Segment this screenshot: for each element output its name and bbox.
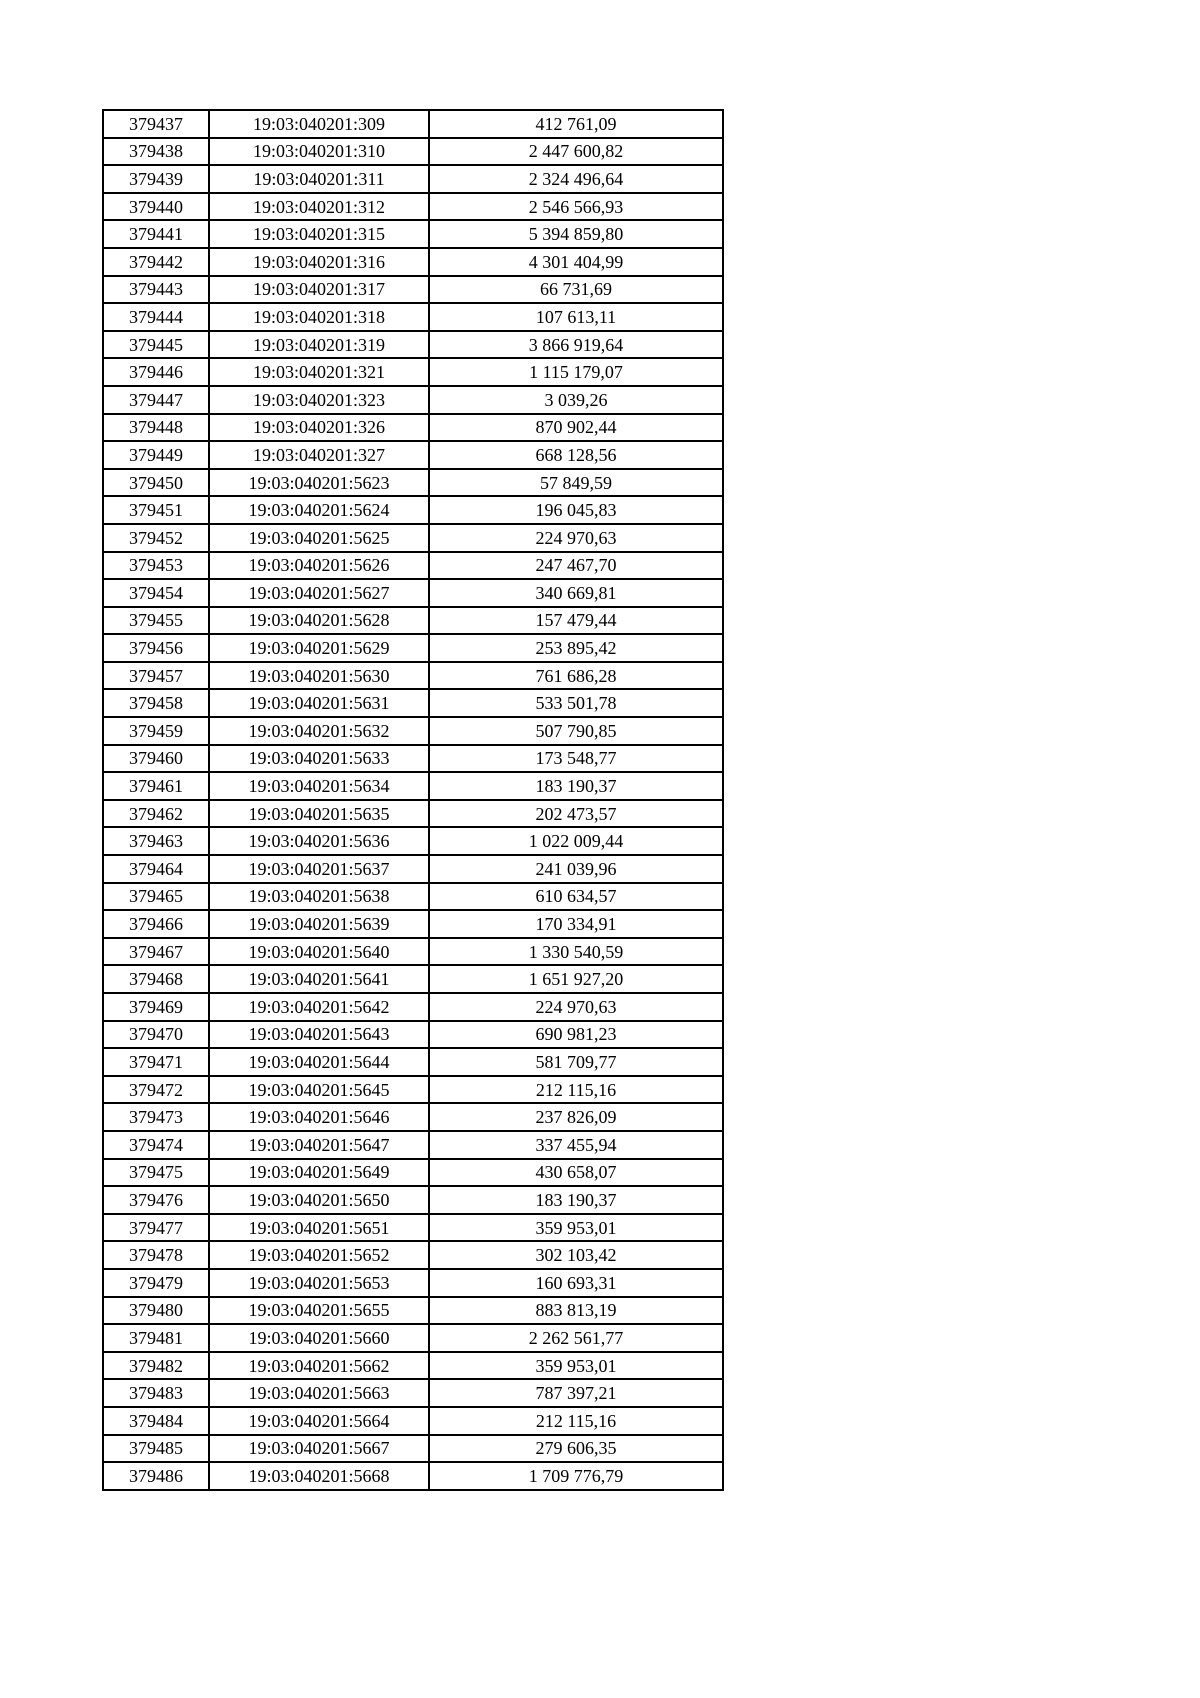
value-cell: 1 330 540,59 (429, 938, 723, 966)
table-row (103, 827, 723, 855)
value-cell: 340 669,81 (429, 579, 723, 607)
table-row (103, 745, 723, 773)
row-number-cell: 379453 (103, 552, 209, 580)
value-cell: 237 826,09 (429, 1103, 723, 1131)
table-row (103, 552, 723, 580)
row-number-cell: 379468 (103, 965, 209, 993)
table-row (103, 1462, 723, 1490)
row-number-cell: 379446 (103, 358, 209, 386)
cadastral-number-cell: 19:03:040201:5626 (209, 552, 429, 580)
row-number-cell: 379478 (103, 1241, 209, 1269)
table-row (103, 910, 723, 938)
cadastral-number-cell: 19:03:040201:5637 (209, 855, 429, 883)
value-cell: 183 190,37 (429, 1186, 723, 1214)
row-number-cell: 379469 (103, 993, 209, 1021)
cadastral-number-cell: 19:03:040201:5664 (209, 1407, 429, 1435)
row-number-cell: 379461 (103, 772, 209, 800)
row-number-cell: 379477 (103, 1214, 209, 1242)
value-cell: 610 634,57 (429, 883, 723, 911)
row-number-cell: 379457 (103, 662, 209, 690)
value-cell: 2 546 566,93 (429, 193, 723, 221)
table-row (103, 469, 723, 497)
row-number-cell: 379443 (103, 276, 209, 304)
value-cell: 212 115,16 (429, 1407, 723, 1435)
cadastral-number-cell: 19:03:040201:5629 (209, 634, 429, 662)
row-number-cell: 379484 (103, 1407, 209, 1435)
table-row (103, 800, 723, 828)
table-row (103, 965, 723, 993)
table-row (103, 717, 723, 745)
row-number-cell: 379467 (103, 938, 209, 966)
cadastral-number-cell: 19:03:040201:5632 (209, 717, 429, 745)
table-row (103, 165, 723, 193)
cadastral-number-cell: 19:03:040201:317 (209, 276, 429, 304)
table-row (103, 220, 723, 248)
table-row (103, 303, 723, 331)
value-cell: 359 953,01 (429, 1352, 723, 1380)
table-row (103, 772, 723, 800)
row-number-cell: 379486 (103, 1462, 209, 1490)
cadastral-number-cell: 19:03:040201:5638 (209, 883, 429, 911)
value-cell: 160 693,31 (429, 1269, 723, 1297)
row-number-cell: 379482 (103, 1352, 209, 1380)
table-row (103, 883, 723, 911)
cadastral-number-cell: 19:03:040201:5623 (209, 469, 429, 497)
cadastral-number-cell: 19:03:040201:5639 (209, 910, 429, 938)
cadastral-number-cell: 19:03:040201:5624 (209, 496, 429, 524)
row-number-cell: 379444 (103, 303, 209, 331)
table-row (103, 1379, 723, 1407)
value-cell: 57 849,59 (429, 469, 723, 497)
cadastral-number-cell: 19:03:040201:5655 (209, 1297, 429, 1325)
value-cell: 761 686,28 (429, 662, 723, 690)
table-row (103, 1021, 723, 1049)
table-row (103, 193, 723, 221)
cadastral-number-cell: 19:03:040201:5640 (209, 938, 429, 966)
cadastral-number-cell: 19:03:040201:323 (209, 386, 429, 414)
cadastral-number-cell: 19:03:040201:327 (209, 441, 429, 469)
cadastral-number-cell: 19:03:040201:5625 (209, 524, 429, 552)
value-cell: 430 658,07 (429, 1159, 723, 1187)
table-row (103, 938, 723, 966)
cadastral-number-cell: 19:03:040201:5642 (209, 993, 429, 1021)
table-row (103, 1103, 723, 1131)
row-number-cell: 379466 (103, 910, 209, 938)
value-cell: 3 039,26 (429, 386, 723, 414)
table-row (103, 358, 723, 386)
cadastral-number-cell: 19:03:040201:5649 (209, 1159, 429, 1187)
table-row (103, 855, 723, 883)
cadastral-number-cell: 19:03:040201:310 (209, 138, 429, 166)
cadastral-number-cell: 19:03:040201:5668 (209, 1462, 429, 1490)
table-row (103, 1131, 723, 1159)
value-cell: 1 022 009,44 (429, 827, 723, 855)
value-cell: 337 455,94 (429, 1131, 723, 1159)
value-cell: 247 467,70 (429, 552, 723, 580)
value-cell: 1 115 179,07 (429, 358, 723, 386)
table-row (103, 248, 723, 276)
row-number-cell: 379456 (103, 634, 209, 662)
value-cell: 202 473,57 (429, 800, 723, 828)
table-row (103, 689, 723, 717)
row-number-cell: 379459 (103, 717, 209, 745)
value-cell: 787 397,21 (429, 1379, 723, 1407)
table-row (103, 138, 723, 166)
value-cell: 170 334,91 (429, 910, 723, 938)
value-cell: 66 731,69 (429, 276, 723, 304)
table-row (103, 414, 723, 442)
cadastral-number-cell: 19:03:040201:312 (209, 193, 429, 221)
cadastral-number-cell: 19:03:040201:309 (209, 110, 429, 138)
cadastral-number-cell: 19:03:040201:5667 (209, 1435, 429, 1463)
row-number-cell: 379483 (103, 1379, 209, 1407)
row-number-cell: 379480 (103, 1297, 209, 1325)
cadastral-number-cell: 19:03:040201:318 (209, 303, 429, 331)
cadastral-number-cell: 19:03:040201:5653 (209, 1269, 429, 1297)
table-row (103, 1241, 723, 1269)
row-number-cell: 379441 (103, 220, 209, 248)
row-number-cell: 379452 (103, 524, 209, 552)
row-number-cell: 379471 (103, 1048, 209, 1076)
value-cell: 212 115,16 (429, 1076, 723, 1104)
row-number-cell: 379481 (103, 1324, 209, 1352)
table-row (103, 607, 723, 635)
table-row (103, 496, 723, 524)
cadastral-number-cell: 19:03:040201:5647 (209, 1131, 429, 1159)
table-row (103, 1407, 723, 1435)
cadastral-number-cell: 19:03:040201:315 (209, 220, 429, 248)
row-number-cell: 379479 (103, 1269, 209, 1297)
table-row (103, 993, 723, 1021)
value-cell: 157 479,44 (429, 607, 723, 635)
value-cell: 870 902,44 (429, 414, 723, 442)
value-cell: 359 953,01 (429, 1214, 723, 1242)
value-cell: 1 709 776,79 (429, 1462, 723, 1490)
value-cell: 173 548,77 (429, 745, 723, 773)
table-row (103, 1352, 723, 1380)
value-cell: 107 613,11 (429, 303, 723, 331)
row-number-cell: 379454 (103, 579, 209, 607)
cadastral-number-cell: 19:03:040201:5663 (209, 1379, 429, 1407)
cadastral-number-cell: 19:03:040201:5650 (209, 1186, 429, 1214)
value-cell: 533 501,78 (429, 689, 723, 717)
table-body (103, 110, 723, 1490)
cadastral-number-cell: 19:03:040201:5651 (209, 1214, 429, 1242)
cadastral-number-cell: 19:03:040201:326 (209, 414, 429, 442)
table-row (103, 579, 723, 607)
row-number-cell: 379463 (103, 827, 209, 855)
table-row (103, 331, 723, 359)
table-row (103, 1324, 723, 1352)
row-number-cell: 379470 (103, 1021, 209, 1049)
row-number-cell: 379473 (103, 1103, 209, 1131)
row-number-cell: 379439 (103, 165, 209, 193)
value-cell: 2 324 496,64 (429, 165, 723, 193)
cadastral-number-cell: 19:03:040201:5630 (209, 662, 429, 690)
data-table (102, 109, 724, 1491)
value-cell: 3 866 919,64 (429, 331, 723, 359)
row-number-cell: 379449 (103, 441, 209, 469)
value-cell: 690 981,23 (429, 1021, 723, 1049)
row-number-cell: 379455 (103, 607, 209, 635)
row-number-cell: 379475 (103, 1159, 209, 1187)
table-row (103, 662, 723, 690)
row-number-cell: 379440 (103, 193, 209, 221)
table-row (103, 1214, 723, 1242)
table-row (103, 1186, 723, 1214)
value-cell: 2 262 561,77 (429, 1324, 723, 1352)
table-row (103, 1297, 723, 1325)
value-cell: 4 301 404,99 (429, 248, 723, 276)
value-cell: 2 447 600,82 (429, 138, 723, 166)
row-number-cell: 379465 (103, 883, 209, 911)
table-row (103, 276, 723, 304)
value-cell: 1 651 927,20 (429, 965, 723, 993)
row-number-cell: 379442 (103, 248, 209, 276)
cadastral-number-cell: 19:03:040201:5631 (209, 689, 429, 717)
cadastral-number-cell: 19:03:040201:5635 (209, 800, 429, 828)
cadastral-number-cell: 19:03:040201:5643 (209, 1021, 429, 1049)
row-number-cell: 379464 (103, 855, 209, 883)
table-row (103, 1269, 723, 1297)
cadastral-number-cell: 19:03:040201:311 (209, 165, 429, 193)
row-number-cell: 379447 (103, 386, 209, 414)
value-cell: 883 813,19 (429, 1297, 723, 1325)
value-cell: 279 606,35 (429, 1435, 723, 1463)
value-cell: 183 190,37 (429, 772, 723, 800)
cadastral-number-cell: 19:03:040201:5627 (209, 579, 429, 607)
cadastral-number-cell: 19:03:040201:5628 (209, 607, 429, 635)
cadastral-number-cell: 19:03:040201:5633 (209, 745, 429, 773)
cadastral-number-cell: 19:03:040201:319 (209, 331, 429, 359)
cadastral-number-cell: 19:03:040201:5652 (209, 1241, 429, 1269)
cadastral-number-cell: 19:03:040201:5636 (209, 827, 429, 855)
table-row (103, 110, 723, 138)
table-row (103, 441, 723, 469)
cadastral-number-cell: 19:03:040201:5641 (209, 965, 429, 993)
row-number-cell: 379472 (103, 1076, 209, 1104)
value-cell: 224 970,63 (429, 993, 723, 1021)
value-cell: 196 045,83 (429, 496, 723, 524)
cadastral-number-cell: 19:03:040201:316 (209, 248, 429, 276)
value-cell: 581 709,77 (429, 1048, 723, 1076)
row-number-cell: 379437 (103, 110, 209, 138)
row-number-cell: 379450 (103, 469, 209, 497)
row-number-cell: 379451 (103, 496, 209, 524)
table-row (103, 1159, 723, 1187)
cadastral-number-cell: 19:03:040201:5644 (209, 1048, 429, 1076)
value-cell: 5 394 859,80 (429, 220, 723, 248)
value-cell: 412 761,09 (429, 110, 723, 138)
cadastral-number-cell: 19:03:040201:5645 (209, 1076, 429, 1104)
table-row (103, 386, 723, 414)
cadastral-number-cell: 19:03:040201:5662 (209, 1352, 429, 1380)
row-number-cell: 379474 (103, 1131, 209, 1159)
value-cell: 224 970,63 (429, 524, 723, 552)
row-number-cell: 379438 (103, 138, 209, 166)
table-row (103, 634, 723, 662)
cadastral-number-cell: 19:03:040201:5660 (209, 1324, 429, 1352)
row-number-cell: 379448 (103, 414, 209, 442)
row-number-cell: 379485 (103, 1435, 209, 1463)
value-cell: 241 039,96 (429, 855, 723, 883)
cadastral-number-cell: 19:03:040201:5634 (209, 772, 429, 800)
table-row (103, 524, 723, 552)
row-number-cell: 379462 (103, 800, 209, 828)
row-number-cell: 379445 (103, 331, 209, 359)
table-row (103, 1076, 723, 1104)
value-cell: 668 128,56 (429, 441, 723, 469)
row-number-cell: 379476 (103, 1186, 209, 1214)
row-number-cell: 379460 (103, 745, 209, 773)
table-row (103, 1048, 723, 1076)
row-number-cell: 379458 (103, 689, 209, 717)
value-cell: 302 103,42 (429, 1241, 723, 1269)
cadastral-number-cell: 19:03:040201:321 (209, 358, 429, 386)
value-cell: 507 790,85 (429, 717, 723, 745)
cadastral-number-cell: 19:03:040201:5646 (209, 1103, 429, 1131)
table-row (103, 1435, 723, 1463)
value-cell: 253 895,42 (429, 634, 723, 662)
